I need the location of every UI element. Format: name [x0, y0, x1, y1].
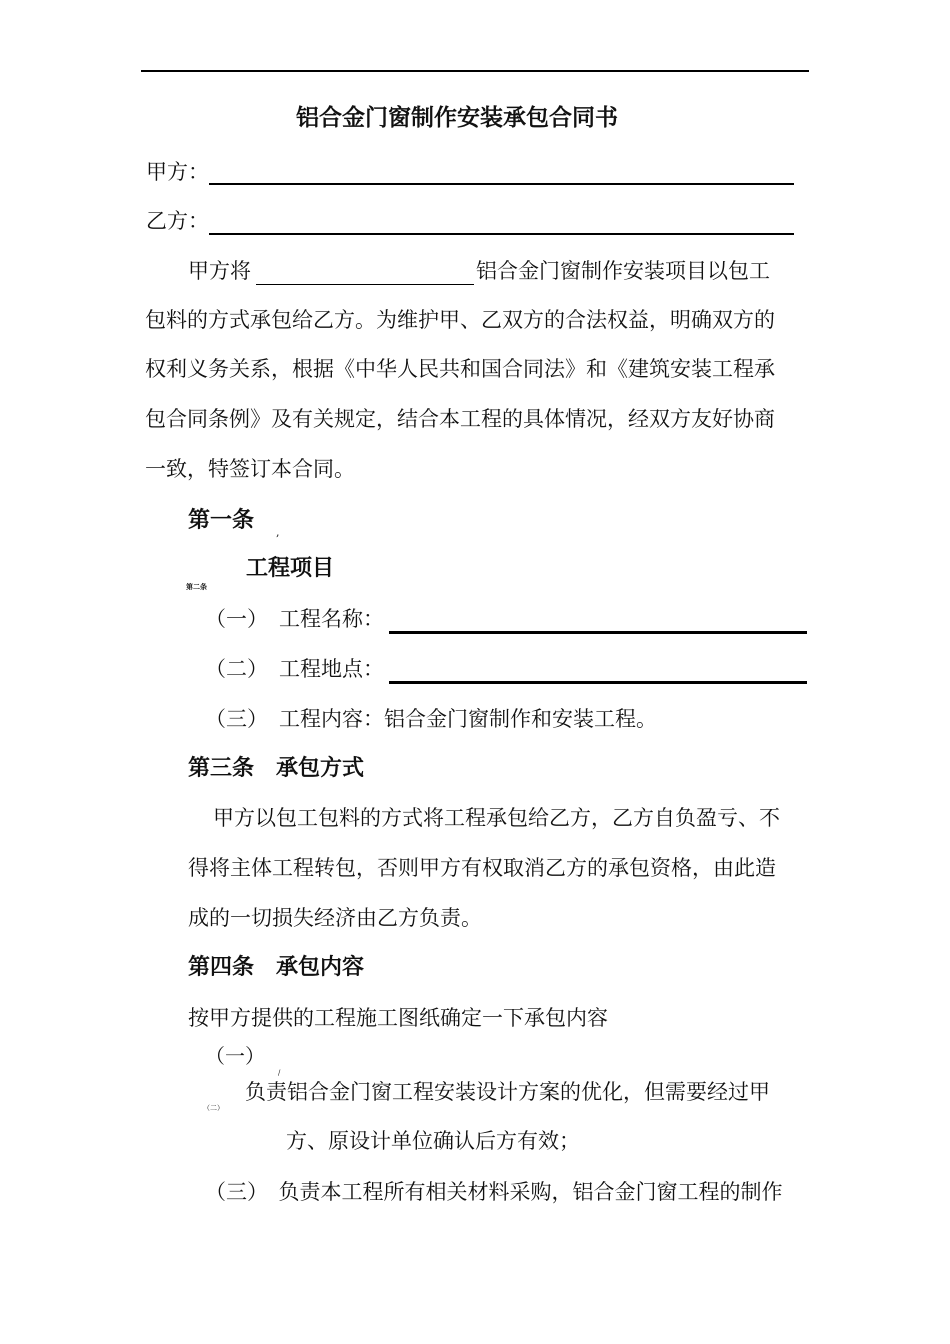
article4-tiny-item2: （二）: [203, 1104, 224, 1112]
intro-line2: 包料的方式承包给乙方。为维护甲、乙双方的合法权益，明确双方的: [145, 308, 775, 332]
article4-tiny-mark: /: [278, 1069, 281, 1077]
intro-blank-line: [256, 284, 474, 285]
article4-item2-line1: 负责铝合金门窗工程安装设计方案的优化，但需要经过甲: [245, 1080, 770, 1104]
project-item1-label: 工程名称：: [279, 607, 384, 631]
article4-item3: （三） 负责本工程所有相关材料采购，铝合金门窗工程的制作: [205, 1180, 783, 1204]
project-item2-label: 工程地点：: [279, 657, 384, 681]
document-title: 铝合金门窗制作安装承包合同书: [296, 104, 618, 131]
project-location-blank-line: [389, 681, 807, 684]
party-b-blank-line: [209, 233, 794, 235]
project-name-blank-line: [389, 631, 807, 634]
article3-line1: 甲方以包工包料的方式将工程承包给乙方，乙方自负盈亏、不: [213, 806, 780, 830]
project-item1-num: （一）: [205, 607, 268, 631]
article3-line2: 得将主体工程转包，否则甲方有权取消乙方的承包资格，由此造: [188, 856, 776, 880]
article4-heading: 第四条 承包内容: [188, 954, 365, 980]
intro-line1-before: 甲方将: [188, 259, 251, 283]
article1-heading: 第一条: [188, 507, 255, 533]
party-a-blank-line: [209, 183, 794, 185]
intro-line3: 权利义务关系，根据《中华人民共和国合同法》和《建筑安装工程承: [145, 357, 775, 381]
article3-heading: 第三条 承包方式: [188, 755, 365, 781]
intro-line1-after: 铝合金门窗制作安装项目以包工: [476, 259, 770, 283]
article4-item1-num: （一）: [205, 1044, 265, 1068]
article3-line3: 成的一切损失经济由乙方负责。: [188, 906, 482, 930]
party-a-label: 甲方：: [146, 160, 209, 184]
article4-intro: 按甲方提供的工程施工图纸确定一下承包内容: [188, 1006, 608, 1030]
article2-tiny-label: 第二条: [186, 582, 207, 591]
project-item2-num: （二）: [205, 657, 268, 681]
intro-line5: 一致，特签订本合同。: [145, 457, 355, 481]
project-item3-num: （三）: [205, 707, 268, 731]
article4-item2-line2: 方、原设计单位确认后方有效；: [286, 1129, 580, 1153]
party-b-label: 乙方：: [146, 209, 209, 233]
project-item3-label: 工程内容：铝合金门窗制作和安装工程。: [279, 707, 657, 731]
intro-line4: 包合同条例》及有关规定，结合本工程的具体情况，经双方友好协商: [145, 407, 775, 431]
article1-subheading: 工程项目: [246, 555, 335, 581]
header-rule: [141, 70, 809, 72]
stray-comma-mark: ,: [276, 526, 280, 539]
